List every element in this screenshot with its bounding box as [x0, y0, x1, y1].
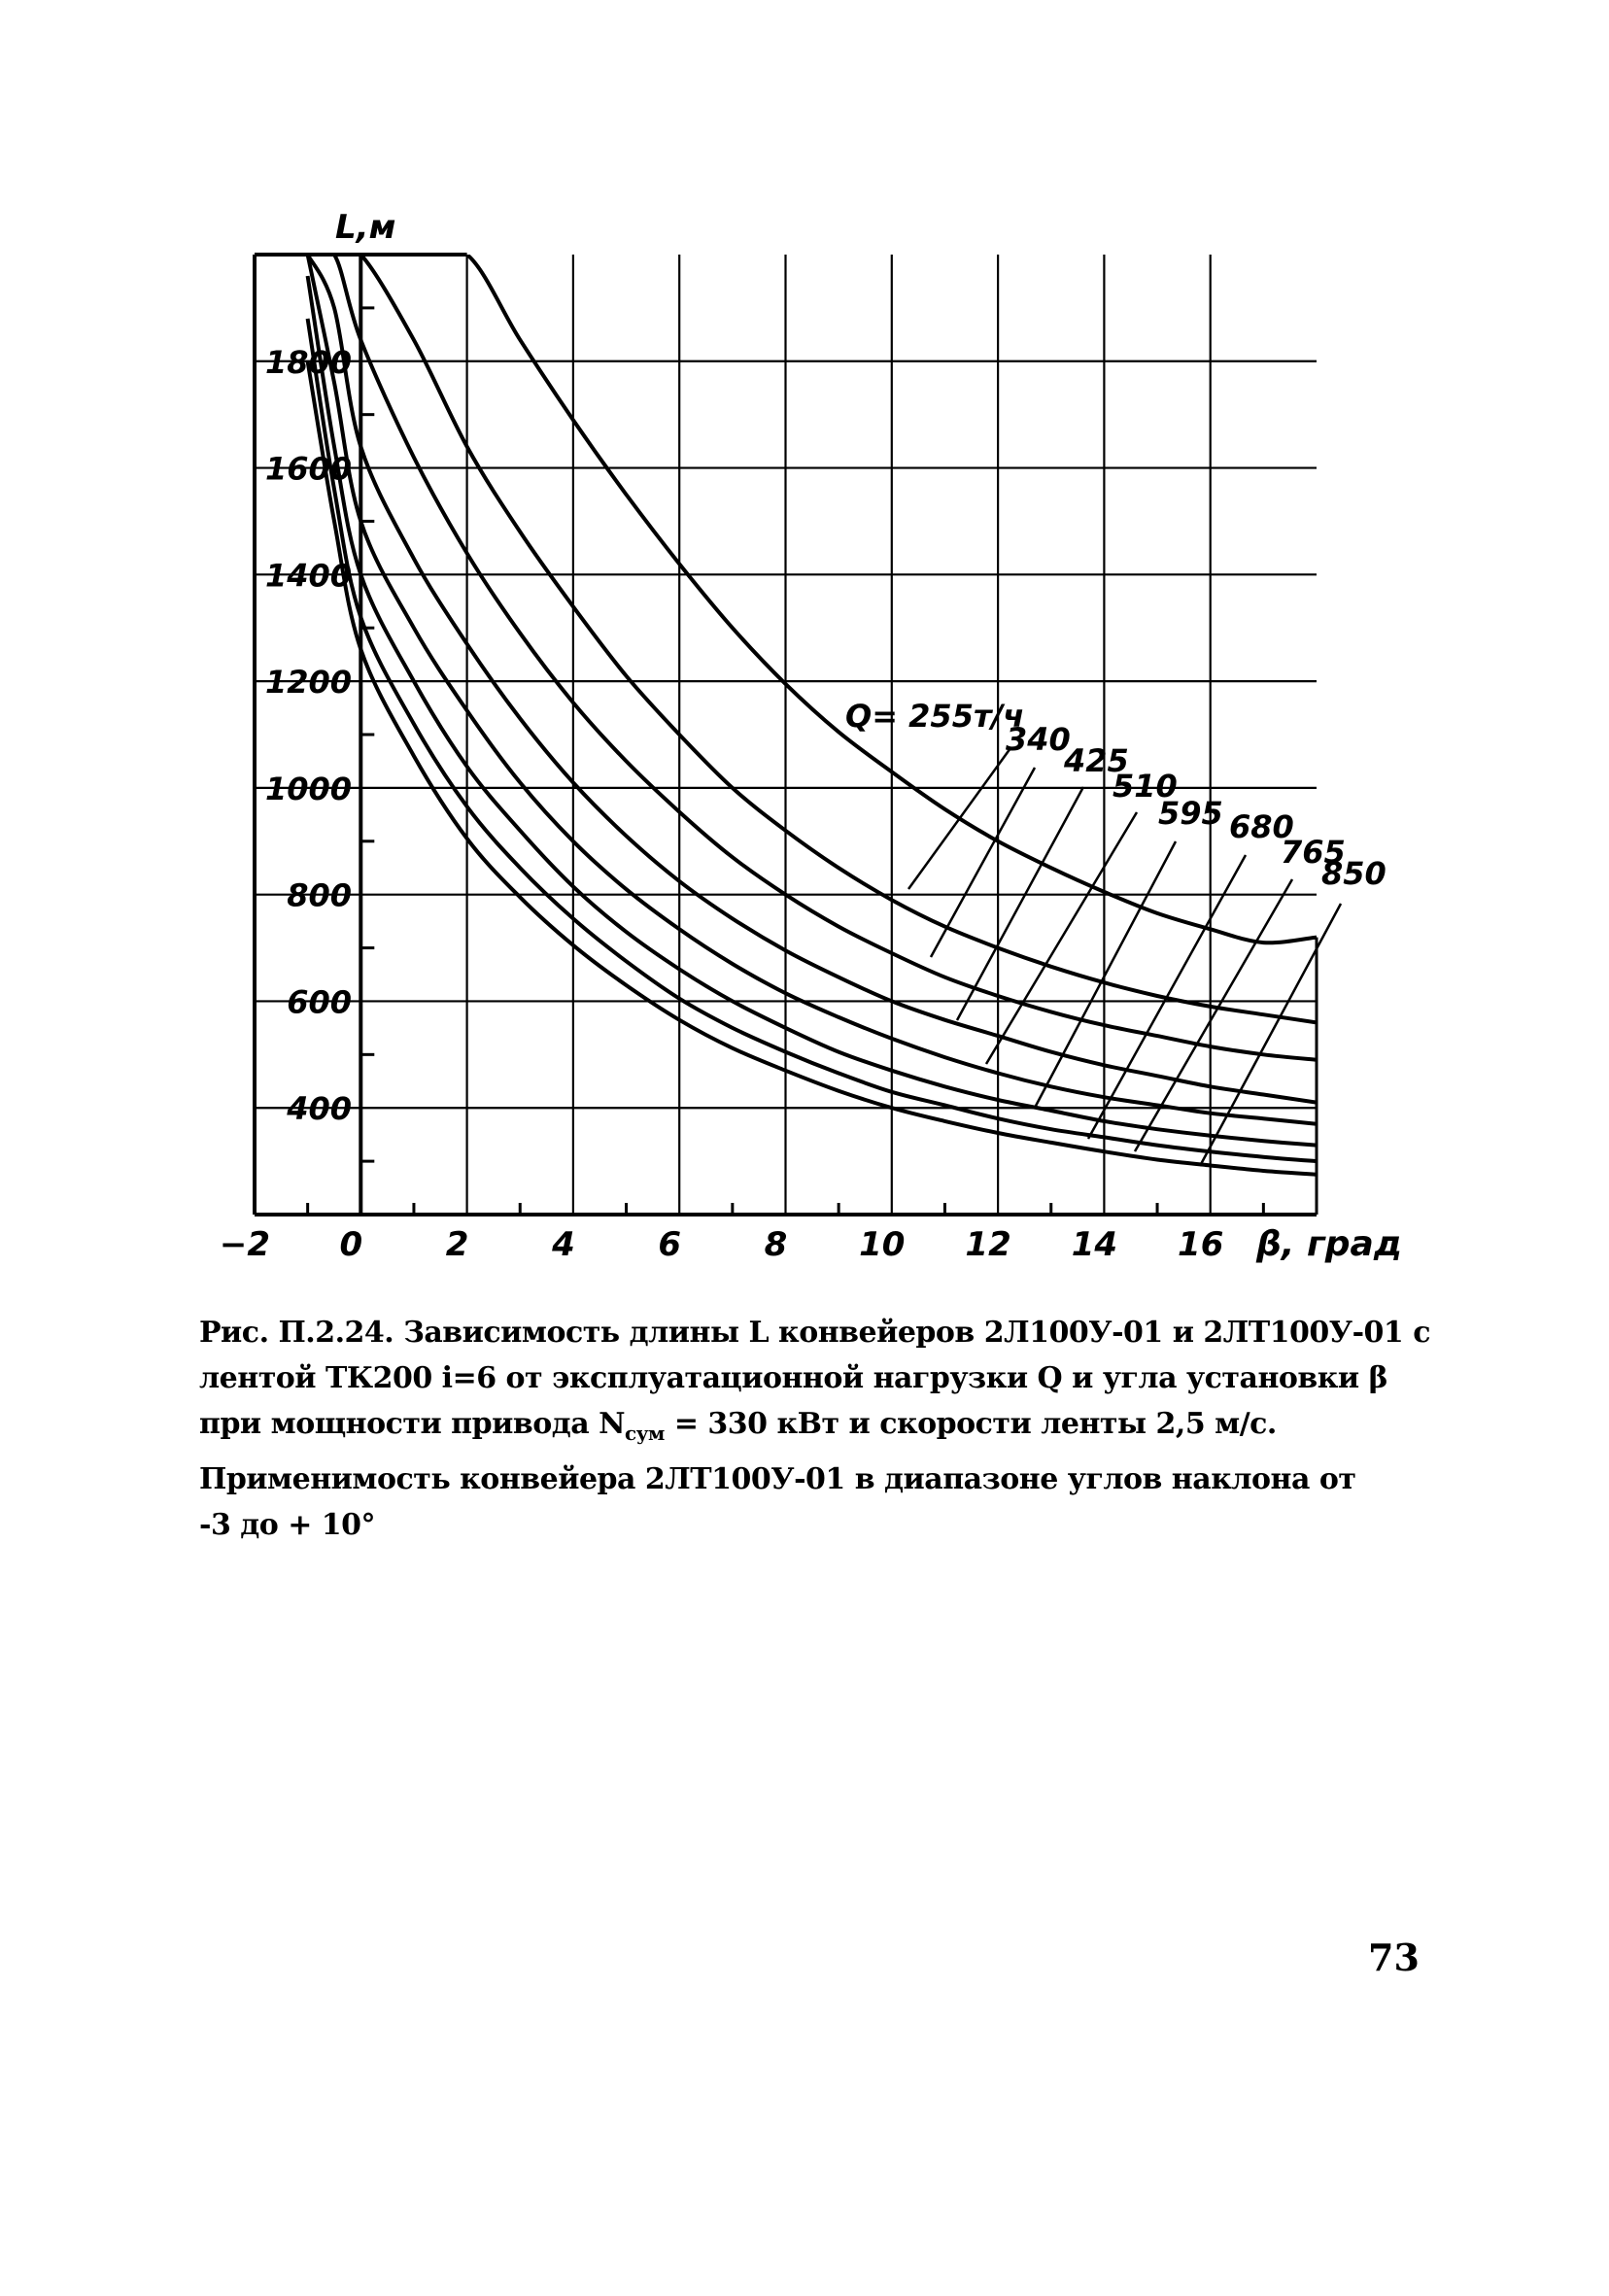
- y-tick-label: 1800: [264, 343, 352, 381]
- series-lines: [308, 249, 1317, 1175]
- caption-line-3-start: при мощности привода N: [199, 1407, 626, 1441]
- y-tick-label: 800: [287, 876, 352, 914]
- series-line-765: [308, 319, 1317, 1161]
- series-line-595: [308, 255, 1317, 1124]
- caption-line-3-rest: = 330 кВт и скорости ленты 2,5 м/с.: [664, 1407, 1277, 1441]
- leader-line-425: [957, 787, 1083, 1020]
- x-tick-label: 10: [859, 1225, 906, 1264]
- y-tick-label: 600: [287, 983, 352, 1021]
- series-label-680: 680: [1229, 808, 1294, 845]
- x-tick-label: −2: [219, 1225, 271, 1264]
- caption-line-3: [199, 1401, 1409, 1456]
- x-tick-label: 6: [658, 1225, 682, 1264]
- x-tick-label: 16: [1178, 1225, 1224, 1264]
- series-label-595: 595: [1158, 795, 1223, 832]
- page-number: 73: [1368, 1936, 1420, 1979]
- series-line-255: [308, 249, 1317, 943]
- y-tick-label: 1400: [264, 557, 352, 595]
- figure-caption: [199, 1310, 1431, 1548]
- series-line-510: [308, 255, 1317, 1103]
- caption-line-1: Рис. П.2.24. Зависимость длины L конвейеров 2Л100У-01 и 2ЛТ100У-01 с: [199, 1316, 1431, 1350]
- y-axis-label: L,м: [335, 208, 396, 247]
- series-labels: [845, 698, 1386, 1166]
- leader-line-340: [931, 768, 1035, 957]
- series-label-425: 425: [1064, 742, 1129, 779]
- caption-line-2: лентой ТК200 i=6 от эксплуатационной нагрузки Q и угла установки β: [199, 1361, 1388, 1395]
- series-label-255: Q= 255т/ч: [845, 698, 1025, 735]
- x-tick-label: 8: [764, 1225, 788, 1264]
- x-tick-label: 2: [445, 1225, 469, 1264]
- y-tick-label: 1000: [264, 770, 352, 807]
- series-line-340: [308, 249, 1317, 1023]
- caption-subscript: сум: [625, 1422, 665, 1445]
- caption-line-5: -3 до + 10°: [199, 1508, 376, 1542]
- x-tick-label: 4: [552, 1225, 575, 1264]
- x-axis-label: β, град: [1256, 1224, 1402, 1264]
- x-tick-label: 14: [1071, 1225, 1118, 1264]
- series-label-510: 510: [1113, 768, 1178, 805]
- x-tick-label: 0: [339, 1225, 363, 1264]
- series-line-425: [308, 249, 1317, 1060]
- leader-line-255: [908, 748, 1010, 889]
- caption-line-4: Применимость конвейера 2ЛТ100У-01 в диапазоне углов наклона от: [199, 1462, 1356, 1496]
- x-tick-label: 12: [965, 1225, 1011, 1264]
- series-label-765: 765: [1281, 834, 1346, 871]
- y-tick-label: 400: [287, 1090, 352, 1128]
- series-label-340: 340: [1006, 721, 1071, 758]
- y-tick-label: 1200: [264, 664, 352, 702]
- y-tick-label: 1600: [264, 450, 352, 488]
- series-label-850: 850: [1321, 855, 1386, 892]
